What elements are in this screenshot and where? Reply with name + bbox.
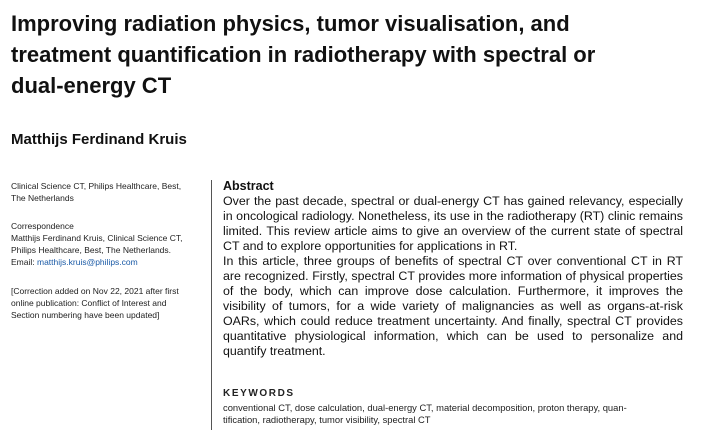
keywords-line: conventional CT, dose calculation, dual-energy CT, material decomposition, proton therapy, quan-: [223, 402, 627, 413]
column-divider: [211, 180, 212, 430]
email-line: [11, 256, 211, 268]
keywords-section: [223, 388, 685, 426]
title-line: treatment quantification in radiotherapy with spectral or: [11, 42, 596, 67]
correction-note: [11, 285, 211, 321]
abstract-heading: Abstract: [223, 179, 274, 193]
correspondence-label: Correspondence: [11, 221, 74, 231]
correspondence: [11, 220, 211, 268]
email-label: Email:: [11, 257, 37, 267]
abstract-section: [223, 179, 683, 359]
paper-title: [11, 8, 701, 101]
keywords-heading: KEYWORDS: [223, 388, 295, 399]
correction-line: Section numbering have been updated]: [11, 310, 160, 320]
email-link[interactable]: matthijs.kruis@philips.com: [36, 257, 138, 267]
affiliation-line: Clinical Science CT, Philips Healthcare, Best,: [11, 181, 182, 191]
keywords-list: [223, 402, 685, 426]
correspondence-line: Philips Healthcare, Best, The Netherlands.: [11, 245, 172, 255]
affiliation-line: The Netherlands: [11, 193, 74, 203]
correspondence-line: Matthijs Ferdinand Kruis, Clinical Science CT,: [11, 233, 183, 243]
title-line: Improving radiation physics, tumor visualisation, and: [11, 11, 570, 36]
title-line: dual-energy CT: [11, 73, 172, 98]
author-name: Matthijs Ferdinand Kruis: [11, 131, 187, 148]
abstract-paragraph: In this article, three groups of benefits of spectral CT over conventional CT in RT are recognized. Firstly, spectral CT provides more information of physical properties of the body, which can improve dose calculation. Furthermore, it improves the visibility of tumors, for a wide variety of malignancies as well as organs-at-risk OARs, which could reduce treatment uncertainty. And finally, spectral CT provides quantitative physiological information, which can be used to personalize and quantify treatment.: [223, 254, 683, 358]
correction-line: [Correction added on Nov 22, 2021 after first: [11, 286, 179, 296]
affiliation: [11, 180, 211, 204]
abstract-paragraph: Over the past decade, spectral or dual-energy CT has gained relevancy, especially in oncological radiology. Nonetheless, its use in the radiotherapy (RT) clinic remains limited. This review article aims to give an overview of the current state of spectral CT and to explore opportunities for applications in RT.: [223, 194, 683, 253]
keywords-line: tification, radiotherapy, tumor visibility, spectral CT: [223, 414, 431, 425]
correction-line: online publication: Conflict of Interest and: [11, 298, 167, 308]
